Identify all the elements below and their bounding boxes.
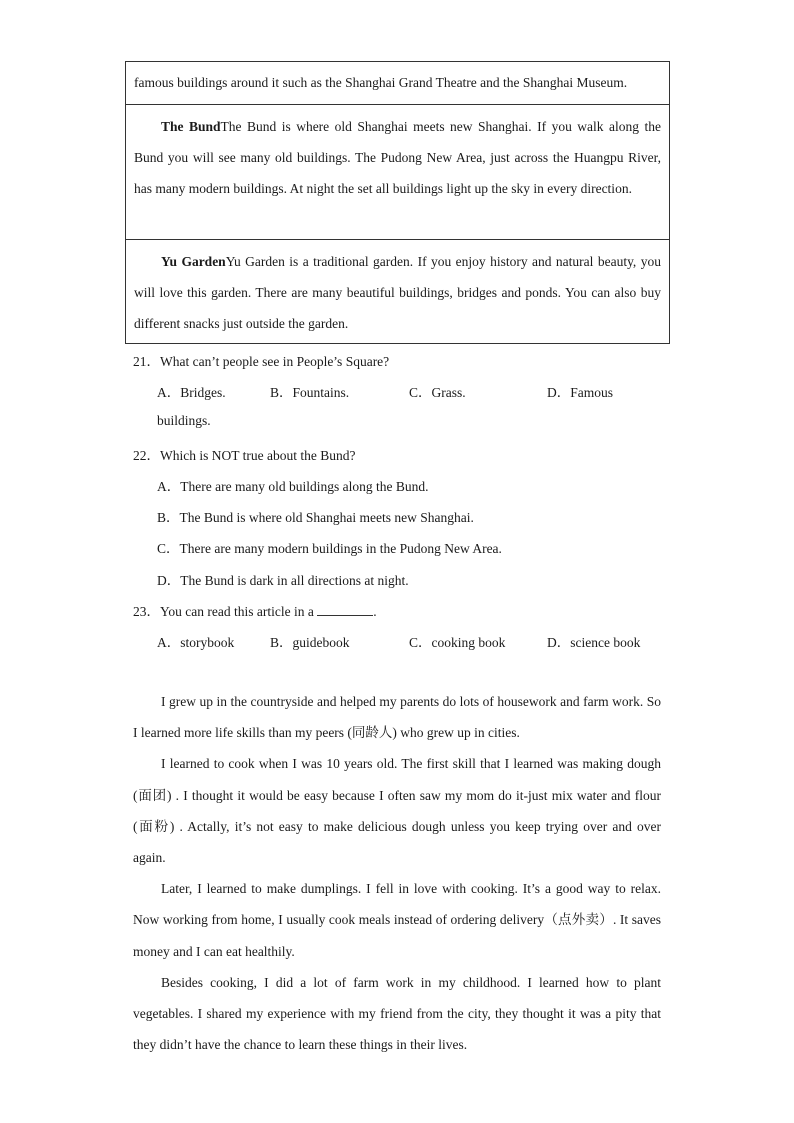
attractions-table [125, 61, 670, 344]
question-21-option-d: D．Famous [547, 385, 614, 400]
question-23-stem-end: . [373, 604, 377, 619]
table-row-bund [126, 104, 669, 239]
question-23-option-c: C．cooking book [409, 635, 506, 650]
question-23-stem [133, 600, 377, 620]
bund-text: The Bund is where old Shanghai meets new Shanghai. If you walk along the Bund you will see many old buildings. The Pudong New Area, just across the Huangpu River, has many modern buildings. At night the set all buildings light up the sky in every direction. [134, 119, 661, 196]
question-21-stem: 21．What can’t people see in People’s Square? [133, 354, 390, 369]
question-22-stem: 22．Which is NOT true about the Bund? [133, 448, 356, 463]
question-22-option-b: B．The Bund is where old Shanghai meets new Shanghai. [157, 510, 474, 525]
answer-blank [317, 603, 373, 616]
question-23-stem-text: 23．You can read this article in a [133, 604, 314, 619]
question-23-option-a: A．storybook [157, 635, 235, 650]
question-22-option-d: D．The Bund is dark in all directions at night. [157, 573, 409, 588]
table-row-text: famous buildings around it such as the Shanghai Grand Theatre and the Shanghai Museum. [134, 75, 628, 90]
reading-passage [133, 686, 661, 1060]
question-21-option-d-continued: buildings. [157, 413, 211, 428]
passage-paragraph: I grew up in the countryside and helped my parents do lots of housework and farm work. So I learned more life skills than my peers (同龄人) who grew up in cities. [133, 694, 661, 741]
yu-garden-title: Yu Garden [161, 254, 226, 269]
bund-title: The Bund [161, 119, 221, 134]
question-22-option-c: C．There are many modern buildings in the Pudong New Area. [157, 541, 502, 556]
passage-paragraph: I learned to cook when I was 10 years old. The first skill that I learned was making dough (面团) . I thought it would be easy because I often saw my mom do it-just mix water and flour (面粉) . Actally, it’s not easy to make delicious dough unless you keep trying over and over again. [133, 756, 661, 866]
question-23-option-d: D．science book [547, 635, 641, 650]
yu-garden-text: Yu Garden is a traditional garden. If you enjoy history and natural beauty, you will love this garden. There are many beautiful buildings, bridges and ponds. You can also buy different snacks just outside the garden. [134, 254, 661, 331]
table-row-peoples-square-end [126, 62, 669, 104]
question-23-option-b: B．guidebook [270, 635, 350, 650]
question-21-option-c: C．Grass. [409, 385, 466, 400]
table-row-yu-garden [126, 239, 669, 343]
question-22-option-a: A．There are many old buildings along the Bund. [157, 479, 429, 494]
question-21-option-b: B．Fountains. [270, 385, 350, 400]
passage-paragraph: Later, I learned to make dumplings. I fell in love with cooking. It’s a good way to relax. Now working from home, I usually cook meals instead of ordering delivery（点外卖）. It saves money and I can eat healthily. [133, 881, 661, 959]
question-21-option-a: A．Bridges. [157, 385, 226, 400]
passage-paragraph: Besides cooking, I did a lot of farm work in my childhood. I learned how to plant vegetables. I shared my experience with my friend from the city, they thought it was a pity that they didn’t have the chance to learn these things in their lives. [133, 974, 661, 1053]
